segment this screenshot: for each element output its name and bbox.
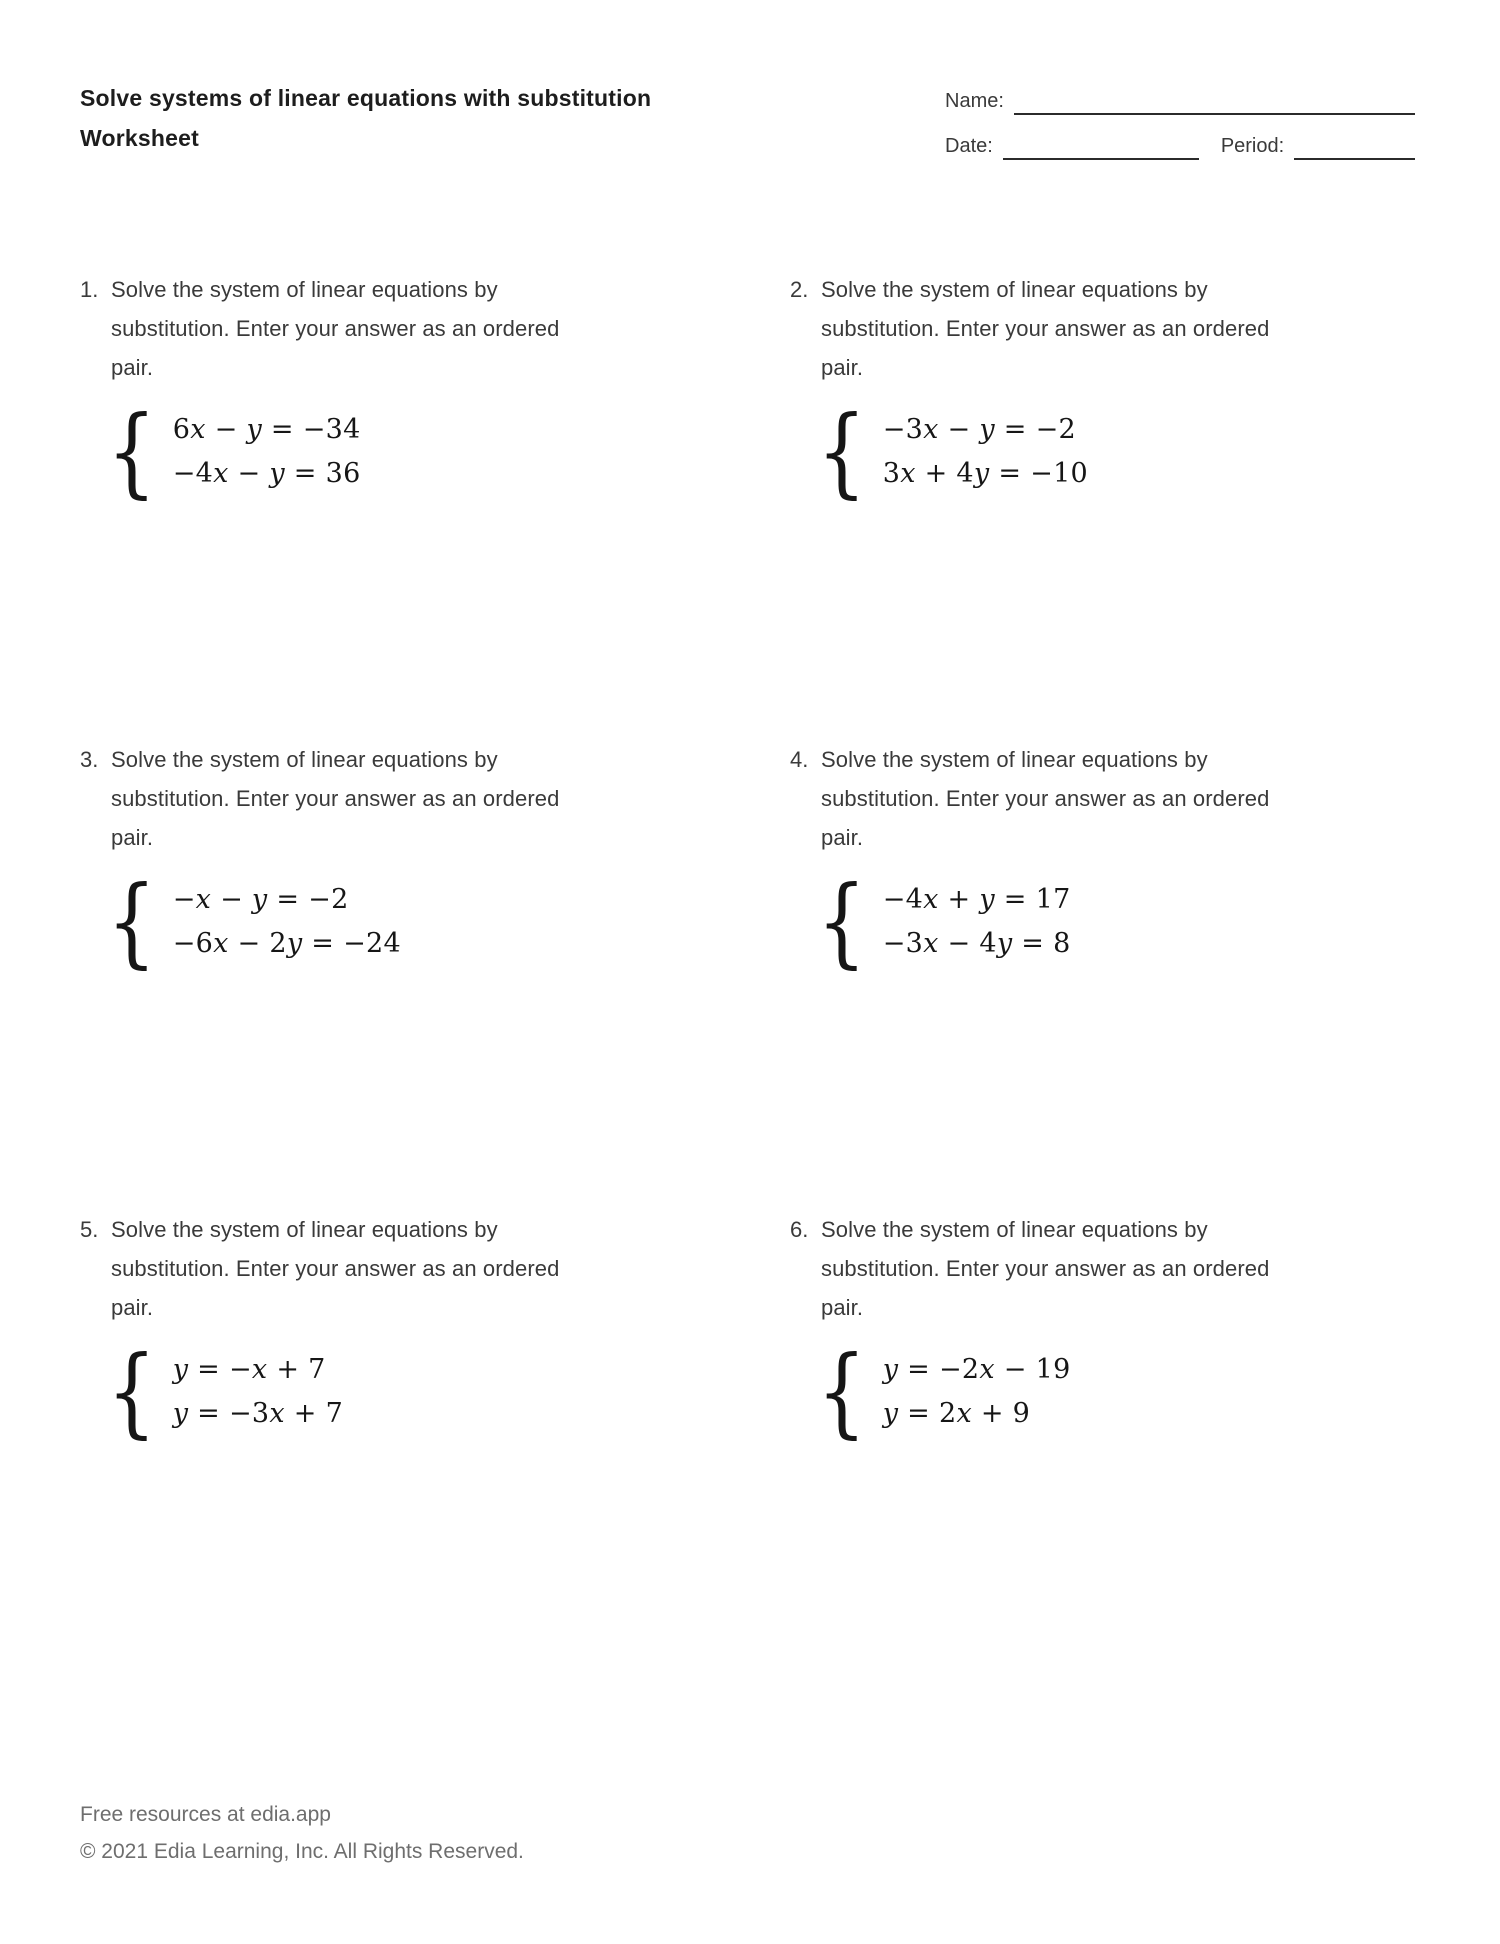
problem-prompt-line: Solve the system of linear equations by [111,1217,498,1242]
equation: y = 2x + 9 [882,1397,1031,1429]
problem-number: 3. [80,747,99,772]
problem-number: 4. [790,747,809,772]
name-fill-line [1014,97,1415,115]
equation: −4x + y = 17 [882,883,1071,915]
brace-icon: { [107,865,157,978]
period-fill-line [1294,142,1415,160]
period-label: Period: [1220,135,1285,157]
problem-number: 1. [80,277,99,302]
page-title-line2: Worksheet [80,125,199,151]
page-title-line1: Solve systems of linear equations with substitution [80,85,652,111]
equation: y = −2x − 19 [882,1353,1071,1385]
equation: −x − y = −2 [172,883,349,915]
equation-system [817,395,1415,508]
date-period-row [945,135,1415,160]
problem-prompt-line: Solve the system of linear equations by [111,277,498,302]
brace-icon: { [107,1335,157,1448]
footer-resources-text: Free resources at edia.app [80,1803,331,1826]
problem-6 [790,1210,1415,1448]
problem-prompt-line: substitution. Enter your answer as an ordered [821,1256,1270,1281]
equation-system [817,865,1415,978]
problem-prompt-line: pair. [111,1295,154,1320]
equation: −4x − y = 36 [172,457,361,489]
equation-system [107,865,705,978]
problem-prompt-line: substitution. Enter your answer as an ordered [821,786,1270,811]
brace-icon: { [107,395,157,508]
equation: −3x − y = −2 [882,413,1077,445]
equation: 6x − y = −34 [172,413,361,445]
page-title [80,78,780,158]
equation-system [107,1335,705,1448]
student-id-block [945,90,1415,180]
date-fill-line [1003,142,1199,160]
equation: −6x − 2y = −24 [172,927,401,959]
problem-prompt-line: pair. [111,825,154,850]
problem-number: 5. [80,1217,99,1242]
equation: −3x − 4y = 8 [882,927,1071,959]
problem-prompt-line: Solve the system of linear equations by [821,277,1208,302]
problem-prompt-line: substitution. Enter your answer as an ordered [111,1256,560,1281]
brace-icon: { [817,865,867,978]
problem-number: 6. [790,1217,809,1242]
problem-number: 2. [790,277,809,302]
problem-prompt-line: substitution. Enter your answer as an ordered [111,786,560,811]
footer-copyright-text: © 2021 Edia Learning, Inc. All Rights Reserved. [80,1840,524,1863]
problem-prompt-line: substitution. Enter your answer as an ordered [111,316,560,341]
problem-prompt-line: substitution. Enter your answer as an ordered [821,316,1270,341]
problem-prompt-line: Solve the system of linear equations by [111,747,498,772]
problem-2 [790,270,1415,508]
equation-system [817,1335,1415,1448]
problem-prompt-line: pair. [821,825,864,850]
problem-prompt-line: pair. [821,1295,864,1320]
equation: 3x + 4y = −10 [882,457,1089,489]
brace-icon: { [817,395,867,508]
problem-1 [80,270,705,508]
problem-5 [80,1210,705,1448]
equation: y = −x + 7 [172,1353,326,1385]
equation: y = −3x + 7 [172,1397,344,1429]
brace-icon: { [817,1335,867,1448]
name-row [945,90,1415,115]
problem-prompt-line: pair. [821,355,864,380]
problem-4 [790,740,1415,978]
name-label: Name: [945,90,1004,112]
problem-prompt-line: Solve the system of linear equations by [821,747,1208,772]
date-label: Date: [945,135,993,157]
problem-3 [80,740,705,978]
equation-system [107,395,705,508]
problem-prompt-line: Solve the system of linear equations by [821,1217,1208,1242]
problem-prompt-line: pair. [111,355,154,380]
page-footer [80,1796,524,1870]
